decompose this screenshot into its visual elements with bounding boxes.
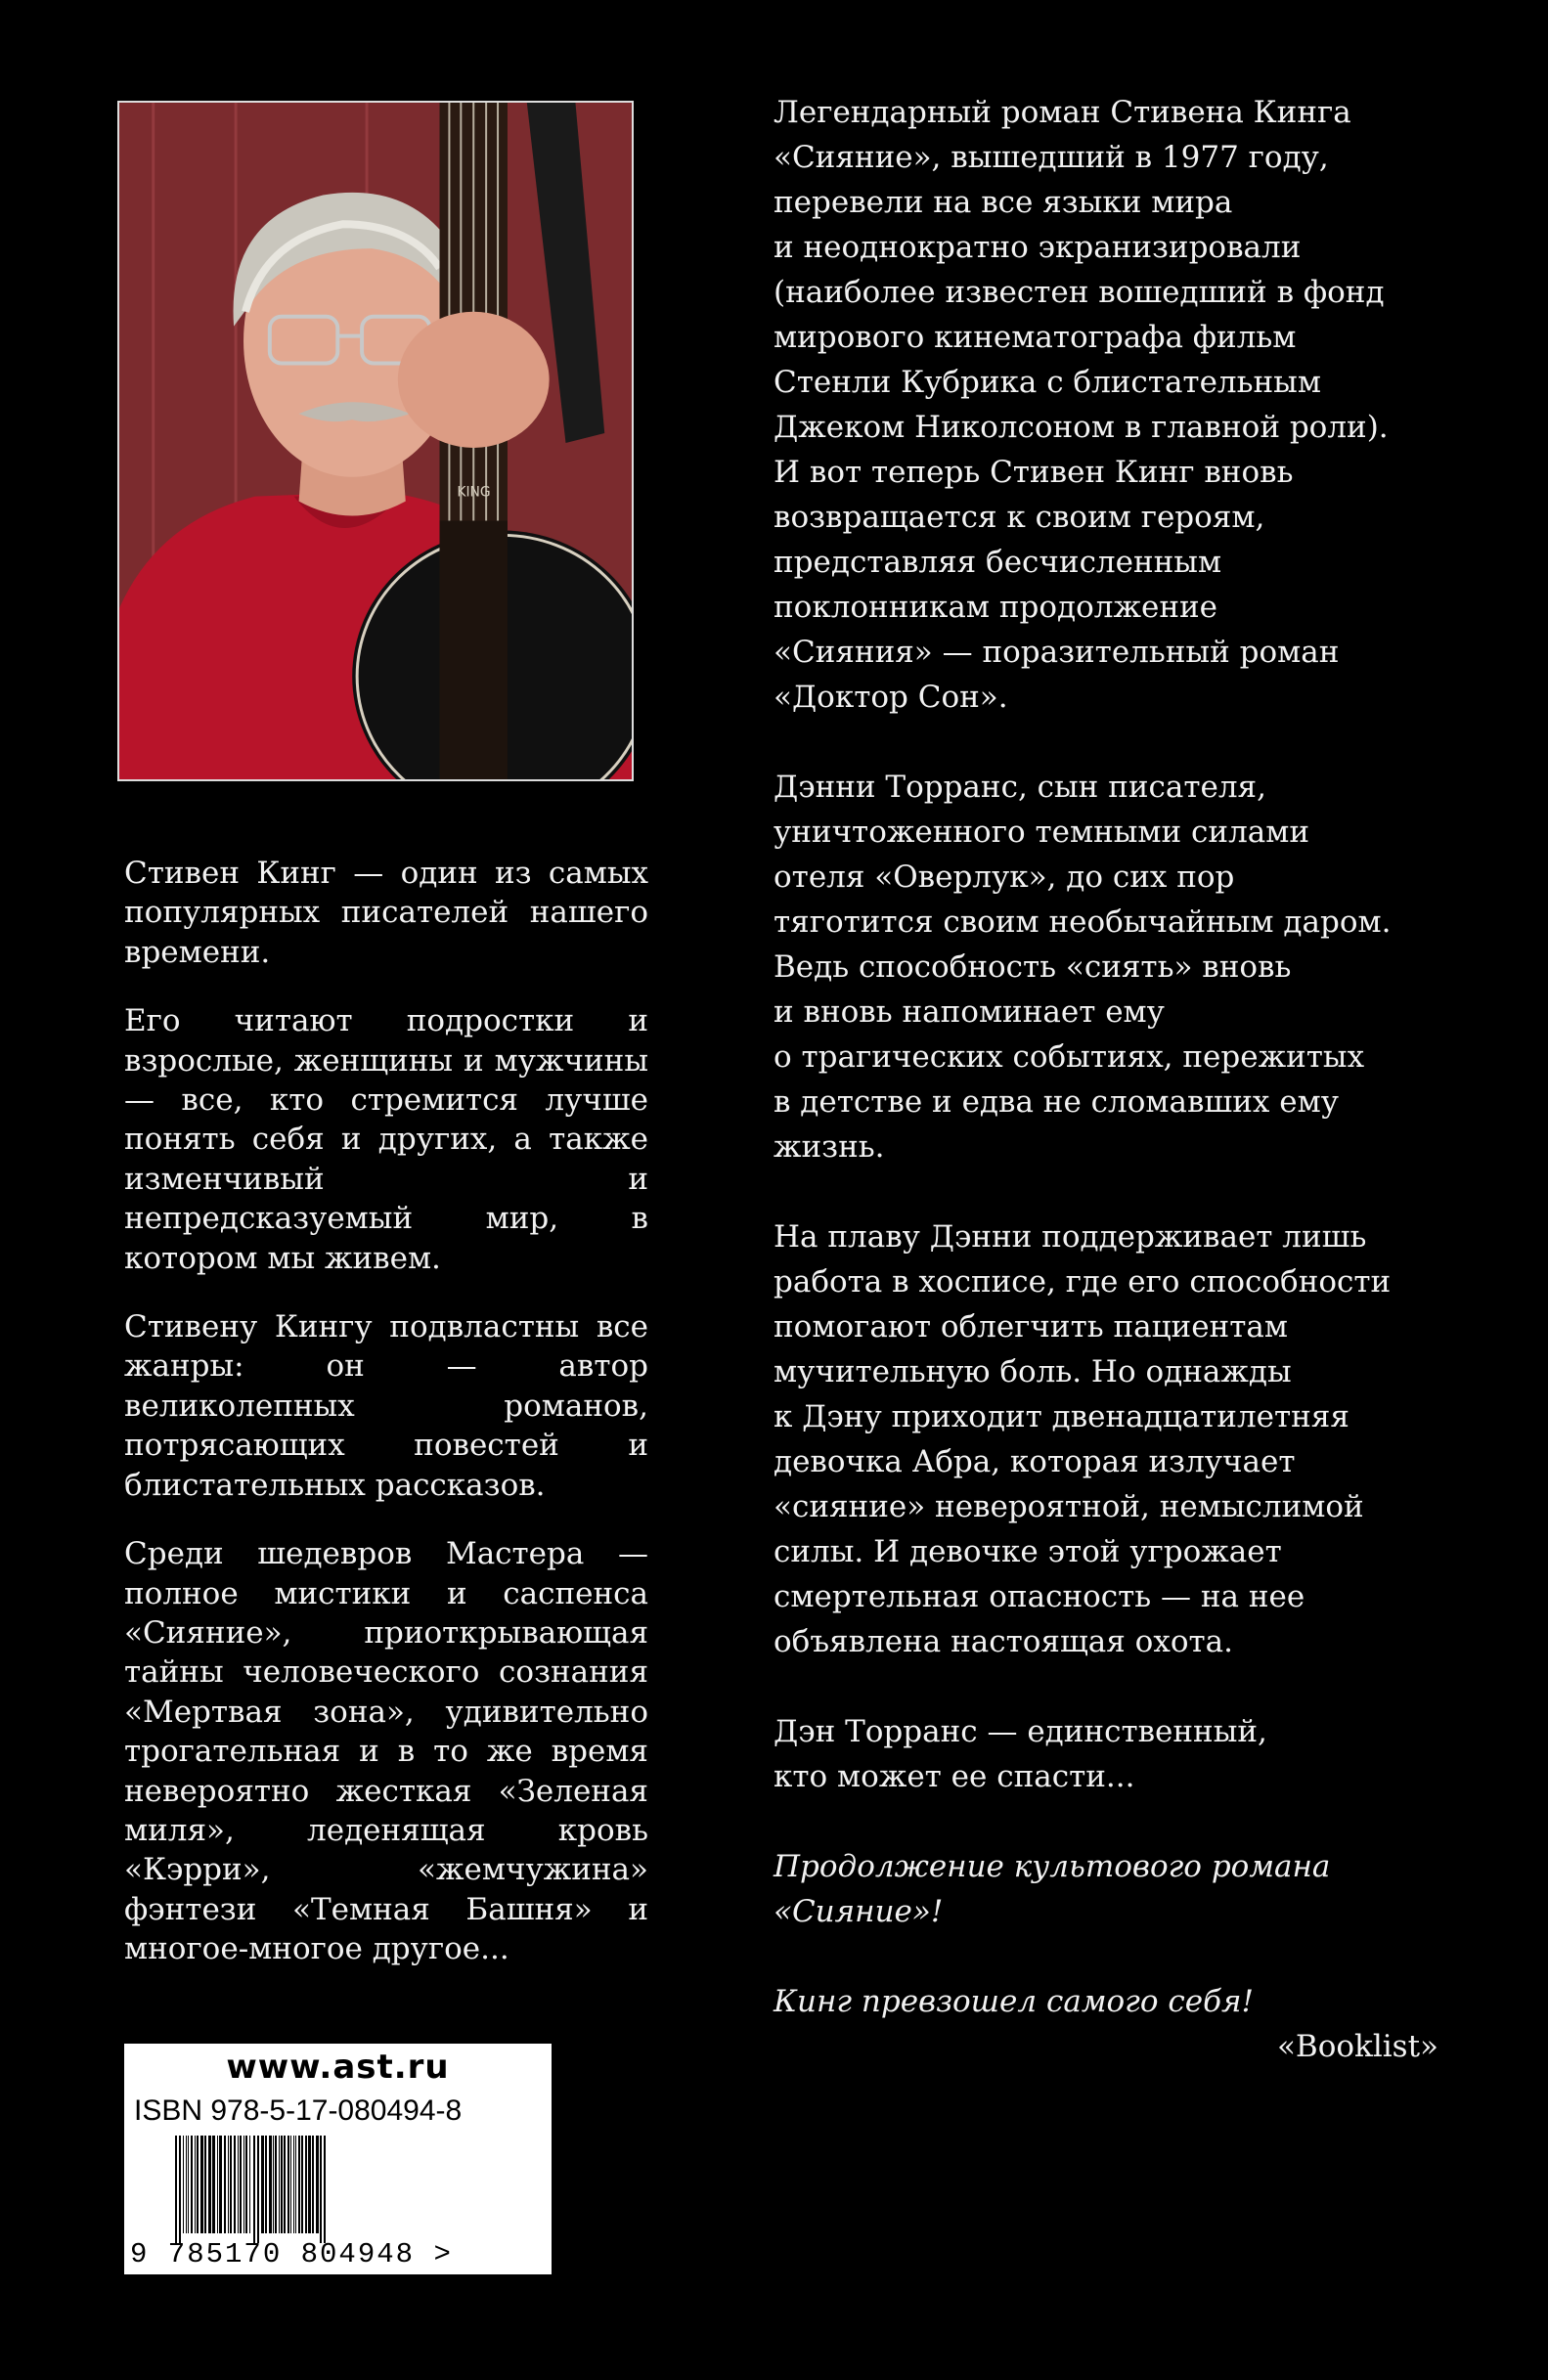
barcode-bar (312, 2136, 314, 2233)
barcode-panel (124, 2044, 552, 2274)
barcode-bar (275, 2136, 277, 2233)
bio-paragraph: Его читают подростки и взрослые, женщины и мужчины — все, кто стремится лучше понять себя и других, а также изменчивый и непредсказуемый мир, в котором мы живем. (124, 1003, 648, 1276)
barcode-bars (173, 2136, 510, 2243)
barcode-bar (253, 2136, 255, 2243)
description-paragraph: Дэнни Торранс, сын писателя, уничтоженного темными силами отеля «Оверлук», до сих пор тяготится своим необычайным даром. Ведь способность «сиять» вновь и вновь напоминает ему о трагических событиях, пережитых в детстве и едва не сломавших ему жизнь. (774, 770, 1392, 1165)
barcode-bar (204, 2136, 206, 2233)
barcode-bar (324, 2136, 326, 2243)
barcode-bar (290, 2136, 291, 2233)
barcode-bar (217, 2136, 218, 2233)
tagline: Продолжение культового романа «Сияние»! (774, 1849, 1331, 1929)
barcode-bar (284, 2136, 286, 2233)
barcode-bar (240, 2136, 242, 2233)
barcode-bar (238, 2136, 239, 2233)
barcode-bar (320, 2136, 322, 2243)
bio-paragraph: Среди шедевров Мастера — полное мистики и саспенса «Сияние», приоткрывающая тайны человеческого сознания «Мертвая зона», удивительно трогательная и в то же время невероятно жесткая «Зеленая миля», леденящая кровь «Кэрри», «жемчужина» фэнтези «Темная Башня» и многое-многое другое... (124, 1536, 648, 1967)
author-portrait-image (119, 103, 632, 779)
barcode-bar (245, 2136, 247, 2233)
description-paragraph: На плаву Дэнни поддерживает лишь работа в хосписе, где его способности помогают облегчить пациентам мучительную боль. Но однажды к Дэну приходит двенадцатилетняя девочка Абра, которая излучает «сияние» невероятной, немыслимой силы. И девочке этой угрожает смертельная опасность — на нее объявлена настоящая охота. (774, 1219, 1392, 1659)
author-photo (117, 101, 634, 781)
barcode-bar (188, 2136, 189, 2233)
barcode-bar (243, 2136, 244, 2233)
barcode-bar (305, 2136, 307, 2233)
book-description (774, 90, 1438, 2114)
author-bio (124, 854, 648, 1999)
barcode-bar (279, 2136, 280, 2233)
barcode-bar (191, 2136, 193, 2233)
barcode-bar (281, 2136, 283, 2233)
publisher-website[interactable]: www.ast.ru (226, 2048, 450, 2087)
barcode-bar (208, 2136, 211, 2233)
barcode-bar (273, 2136, 274, 2233)
barcode-digits: 9 785170 804948 > (130, 2238, 453, 2270)
barcode-bar (179, 2136, 181, 2243)
barcode-bar (257, 2136, 259, 2243)
barcode-bar (212, 2136, 215, 2233)
barcode-bar (308, 2136, 311, 2233)
barcode-bar (197, 2136, 199, 2233)
barcode-bar (316, 2136, 319, 2233)
barcode-bar (301, 2136, 303, 2233)
barcode-bar (224, 2136, 226, 2233)
barcode-bar (195, 2136, 196, 2233)
bio-paragraph: Стивен Кинг — один из самых популярных писателей нашего времени. (124, 856, 648, 970)
barcode-bar (295, 2136, 296, 2233)
barcode-bar (287, 2136, 289, 2233)
barcode-bar (200, 2136, 203, 2233)
barcode-bar (261, 2136, 264, 2233)
description-paragraph: Дэн Торранс — единственный, кто может ее спасти... (774, 1714, 1267, 1794)
barcode-bar (219, 2136, 222, 2233)
barcode-bar (228, 2136, 229, 2233)
barcode-bar (298, 2136, 300, 2233)
barcode-bar (293, 2136, 294, 2233)
bio-paragraph: Стивену Кингу подвластны все жанры: он — автор великолепных романов, потрясающих повестей и блистательных рассказов. (124, 1309, 648, 1503)
barcode-bar (249, 2136, 250, 2233)
guitar-inlay-text: KING (457, 484, 491, 501)
barcode-bar (269, 2136, 272, 2233)
description-paragraph: Легендарный роман Стивена Кинга «Сияние», вышедший в 1977 году, перевели на все языки мира и неоднократно экранизировали (наиболее известен вошедший в фонд мирового кинематографа фильм Стенли Кубрика с блистательным Джеком Николсоном в главной роли). И вот теперь Стивен Кинг вновь возвращается к своим героям, представляя бесчисленным поклонникам продолжение «Сияния» — поразительный роман «Доктор Сон». (774, 95, 1389, 715)
barcode-bar (183, 2136, 184, 2233)
barcode-bar (265, 2136, 267, 2233)
review-quote: Кинг превзошел самого себя! (774, 1984, 1254, 2019)
barcode-bar (175, 2136, 177, 2243)
isbn-text: ISBN 978-5-17-080494-8 (134, 2094, 463, 2127)
barcode-bar (186, 2136, 187, 2233)
barcode-bar (234, 2136, 236, 2233)
review-source: «Booklist» (1276, 2029, 1438, 2064)
barcode-bar (230, 2136, 232, 2233)
